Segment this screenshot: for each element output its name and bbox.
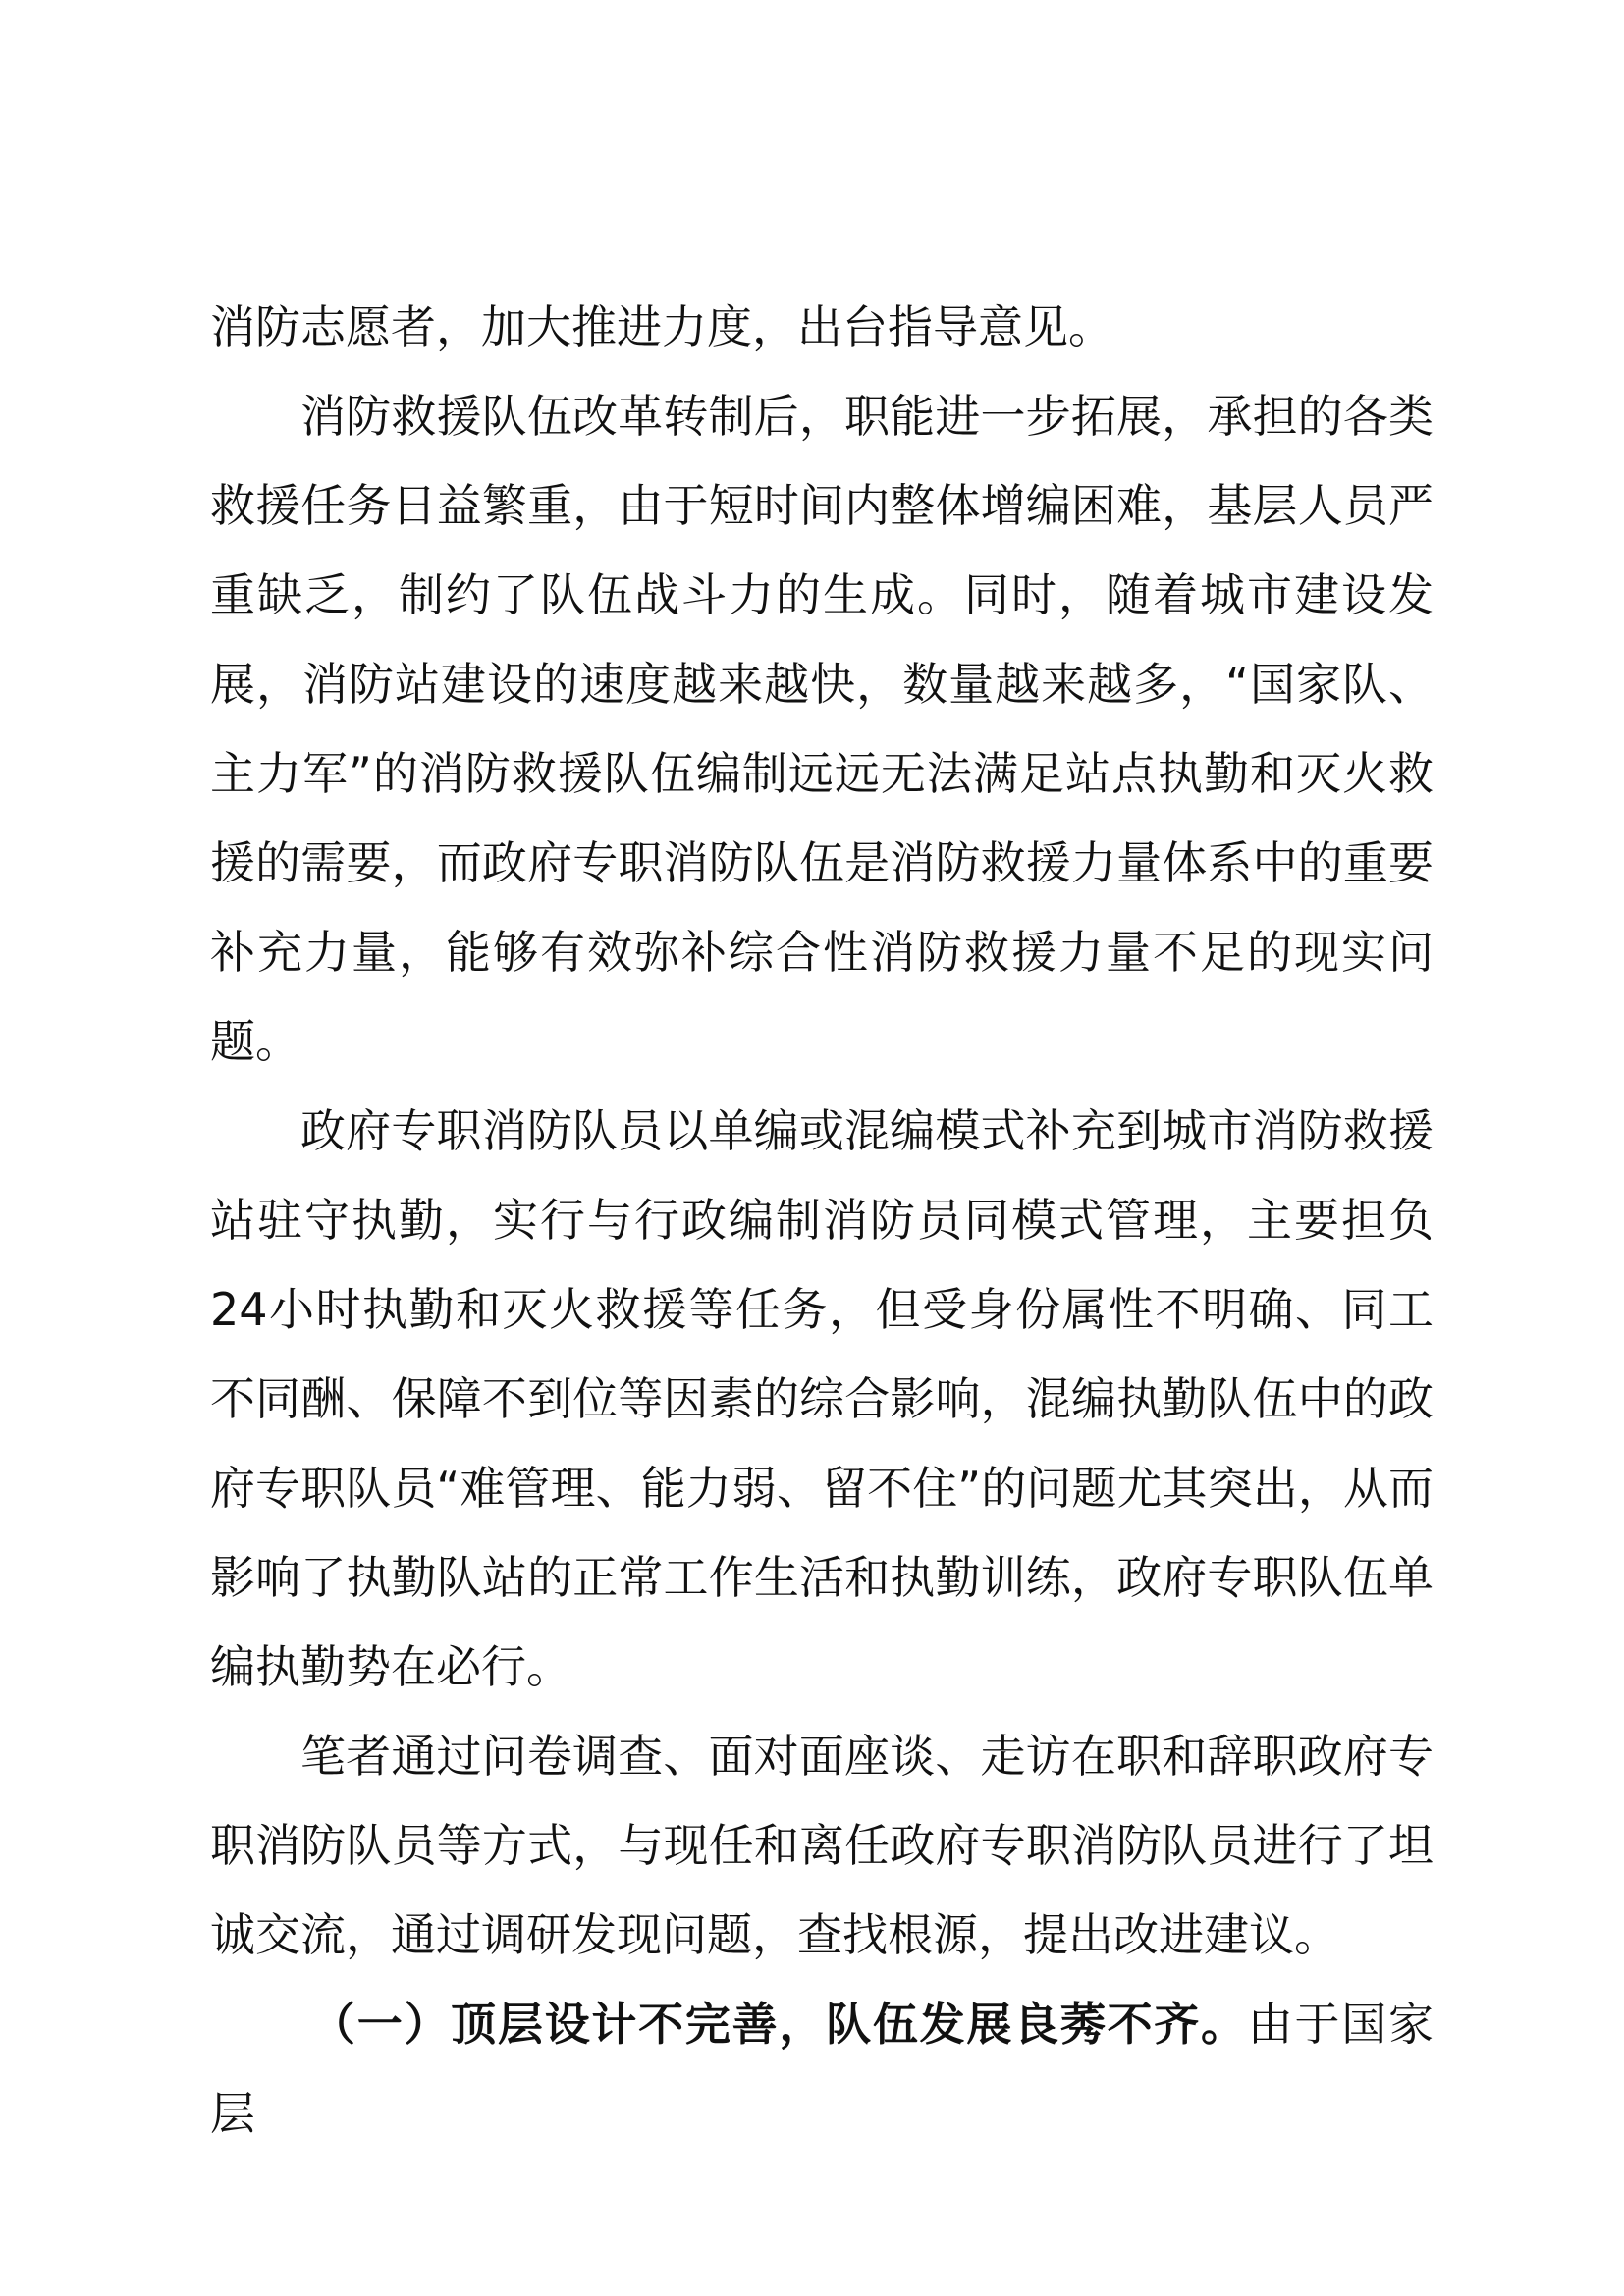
paragraph-full-time-firefighters: 政府专职消防队员以单编或混编模式补充到城市消防救援站驻守执勤，实行与行政编制消防员同模式管理，主要担负24小时执勤和灭火救援等任务，但受身份属性不明确、同工不同酬、保障不到位等因素的综合影响，混编执勤队伍中的政府专职队员“难管理、能力弱、留不住”的问题尤其突出，从而影响了执勤队站的正常工作生活和执勤训练，政府专职队伍单编执勤势在必行。 [210, 1104, 1434, 1693]
paragraph-reform: 消防救援队伍改革转制后，职能进一步拓展，承担的各类救援任务日益繁重，由于短时间内整体增编困难，基层人员严重缺乏，制约了队伍战斗力的生成。同时，随着城市建设发展，消防站建设的速度越来越快，数量越来越多，“国家队、主力军”的消防救援队伍编制远远无法满足站点执勤和灭火救援的需要，而政府专职消防队伍是消防救援力量体系中的重要补充力量，能够有效弥补综合性消防救援力量不足的现实问题。 [210, 390, 1434, 1068]
section-heading: （一）顶层设计不完善，队伍发展良莠不齐。 [310, 1998, 1248, 2051]
section-paragraph [210, 1980, 1434, 2159]
section-body: 由于国家层 [210, 1998, 1435, 2140]
paragraph-survey-method: 笔者通过问卷调查、面对面座谈、走访在职和辞职政府专职消防队员等方式，与现任和离任政府专职消防队员进行了坦诚交流，通过调研发现问题，查找根源，提出改进建议。 [210, 1730, 1434, 1961]
paragraph-continuation: 消防志愿者，加大推进力度，出台指导意见。 [210, 300, 1113, 353]
document-body [210, 283, 1434, 2159]
